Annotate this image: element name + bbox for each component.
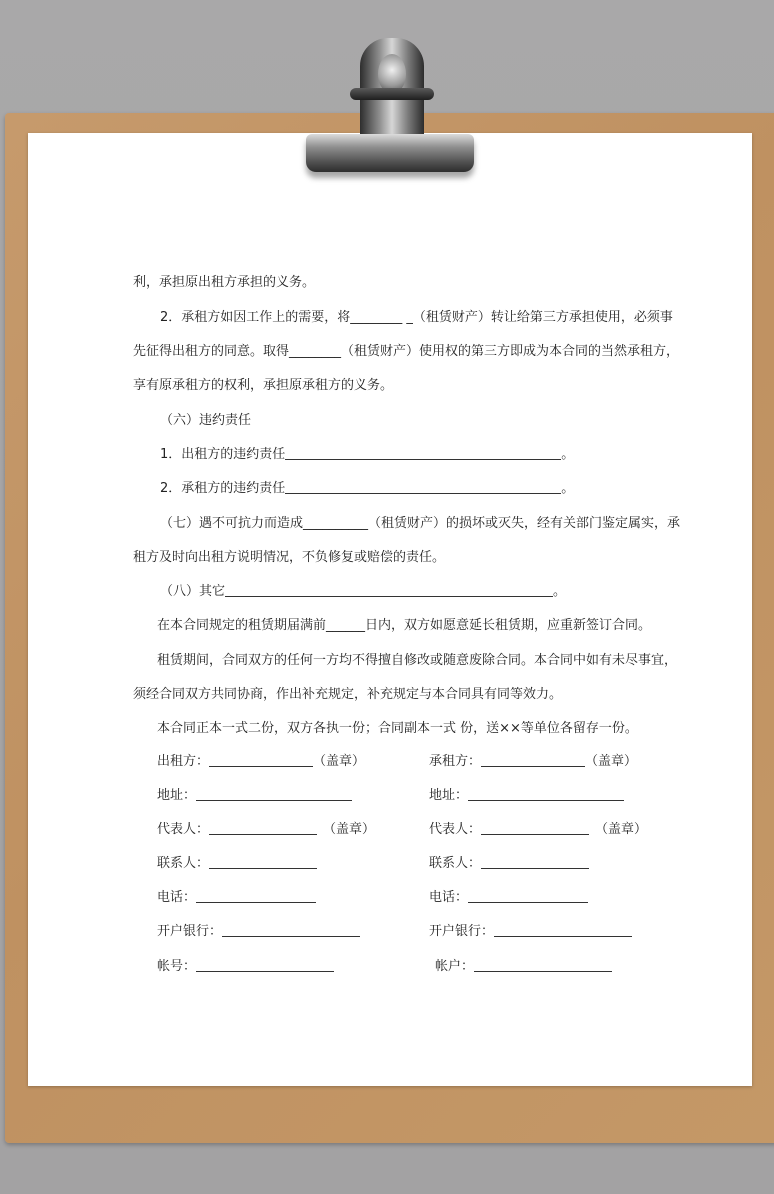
fill-blank [468, 890, 588, 903]
text-line: （七）遇不可抗力而造成__________（租赁财产）的损坏或灭失，经有关部门鉴定属实，承 [160, 516, 681, 531]
lessee-address-row [429, 784, 624, 803]
clip-plate [306, 134, 474, 172]
line-end: 。 [553, 584, 567, 599]
text-line [160, 477, 574, 496]
text-line [160, 443, 574, 462]
text-line: 租方及时向出租方说明情况，不负修复或赔偿的责任。 [133, 550, 446, 565]
fill-blank [196, 959, 334, 972]
fill-blank [225, 584, 553, 597]
lessee-label: 承租方： [429, 754, 482, 769]
line-end: 。 [561, 447, 575, 462]
section-heading: （八）其它 [160, 584, 226, 599]
fill-blank [196, 890, 316, 903]
contact-label: 联系人： [157, 856, 210, 871]
line-label: 1．出租方的违约责任 [160, 447, 286, 462]
section-heading: （六）违约责任 [160, 413, 252, 428]
lessee-phone-row [429, 886, 588, 905]
text-line: 须经合同双方共同协商，作出补充规定，补充规定与本合同具有同等效力。 [133, 687, 563, 702]
fill-blank [494, 924, 632, 937]
fill-blank [209, 856, 317, 869]
lessor-phone-row [157, 886, 316, 905]
address-label: 地址： [157, 788, 197, 803]
phone-label: 电话： [429, 890, 469, 905]
text-line: 租赁期间，合同双方的任何一方均不得擅自修改或随意废除合同。本合同中如有未尽事宜， [157, 653, 678, 668]
text-line: 在本合同规定的租赁期届满前______日内，双方如愿意延长租赁期，应重新签订合同。 [157, 618, 652, 633]
lessee-row [429, 750, 637, 769]
account-label: 帐号： [157, 959, 197, 974]
lessor-rep-row [157, 818, 375, 837]
lessor-account-row [157, 955, 334, 974]
rep-label: 代表人： [429, 822, 482, 837]
lessor-row [157, 750, 365, 769]
text-line: 利，承担原出租方承担的义务。 [133, 275, 316, 290]
clip-hinge [350, 88, 434, 100]
seal-label: （盖章） [595, 822, 648, 837]
seal-label: （盖章） [313, 754, 366, 769]
lessee-account-row [435, 955, 612, 974]
fill-blank [285, 481, 561, 494]
text-line: 享有原承租方的权利，承担原承租方的义务。 [133, 378, 394, 393]
lessee-rep-row [429, 818, 647, 837]
account-label: 帐户： [435, 959, 475, 974]
fill-blank [285, 447, 561, 460]
rep-label: 代表人： [157, 822, 210, 837]
lessee-bank-row [429, 920, 632, 939]
contact-label: 联系人： [429, 856, 482, 871]
line-label: 2．承租方的违约责任 [160, 481, 286, 496]
phone-label: 电话： [157, 890, 197, 905]
bank-label: 开户银行： [157, 924, 223, 939]
fill-blank [481, 856, 589, 869]
text-line: 本合同正本一式二份，双方各执一份；合同副本一式 份，送××等单位各留存一份。 [157, 721, 638, 736]
fill-blank [481, 822, 589, 835]
binder-clip [300, 26, 480, 178]
text-line: 2．承租方如因工作上的需要，将________ _（租赁财产）转让给第三方承担使用，必须事 [160, 310, 673, 325]
address-label: 地址： [429, 788, 469, 803]
lessor-address-row [157, 784, 352, 803]
lessor-label: 出租方： [157, 754, 210, 769]
fill-blank [468, 788, 624, 801]
seal-label: （盖章） [585, 754, 638, 769]
fill-blank [209, 822, 317, 835]
bank-label: 开户银行： [429, 924, 495, 939]
fill-blank [222, 924, 360, 937]
fill-blank [474, 959, 612, 972]
fill-blank [481, 754, 585, 767]
lessor-contact-row [157, 852, 317, 871]
text-line [160, 580, 566, 599]
lessee-contact-row [429, 852, 589, 871]
line-end: 。 [561, 481, 575, 496]
text-line: 先征得出租方的同意。取得________（租赁财产）使用权的第三方即成为本合同的当然承租方， [133, 344, 680, 359]
seal-label: （盖章） [323, 822, 376, 837]
fill-blank [209, 754, 313, 767]
lessor-bank-row [157, 920, 360, 939]
fill-blank [196, 788, 352, 801]
